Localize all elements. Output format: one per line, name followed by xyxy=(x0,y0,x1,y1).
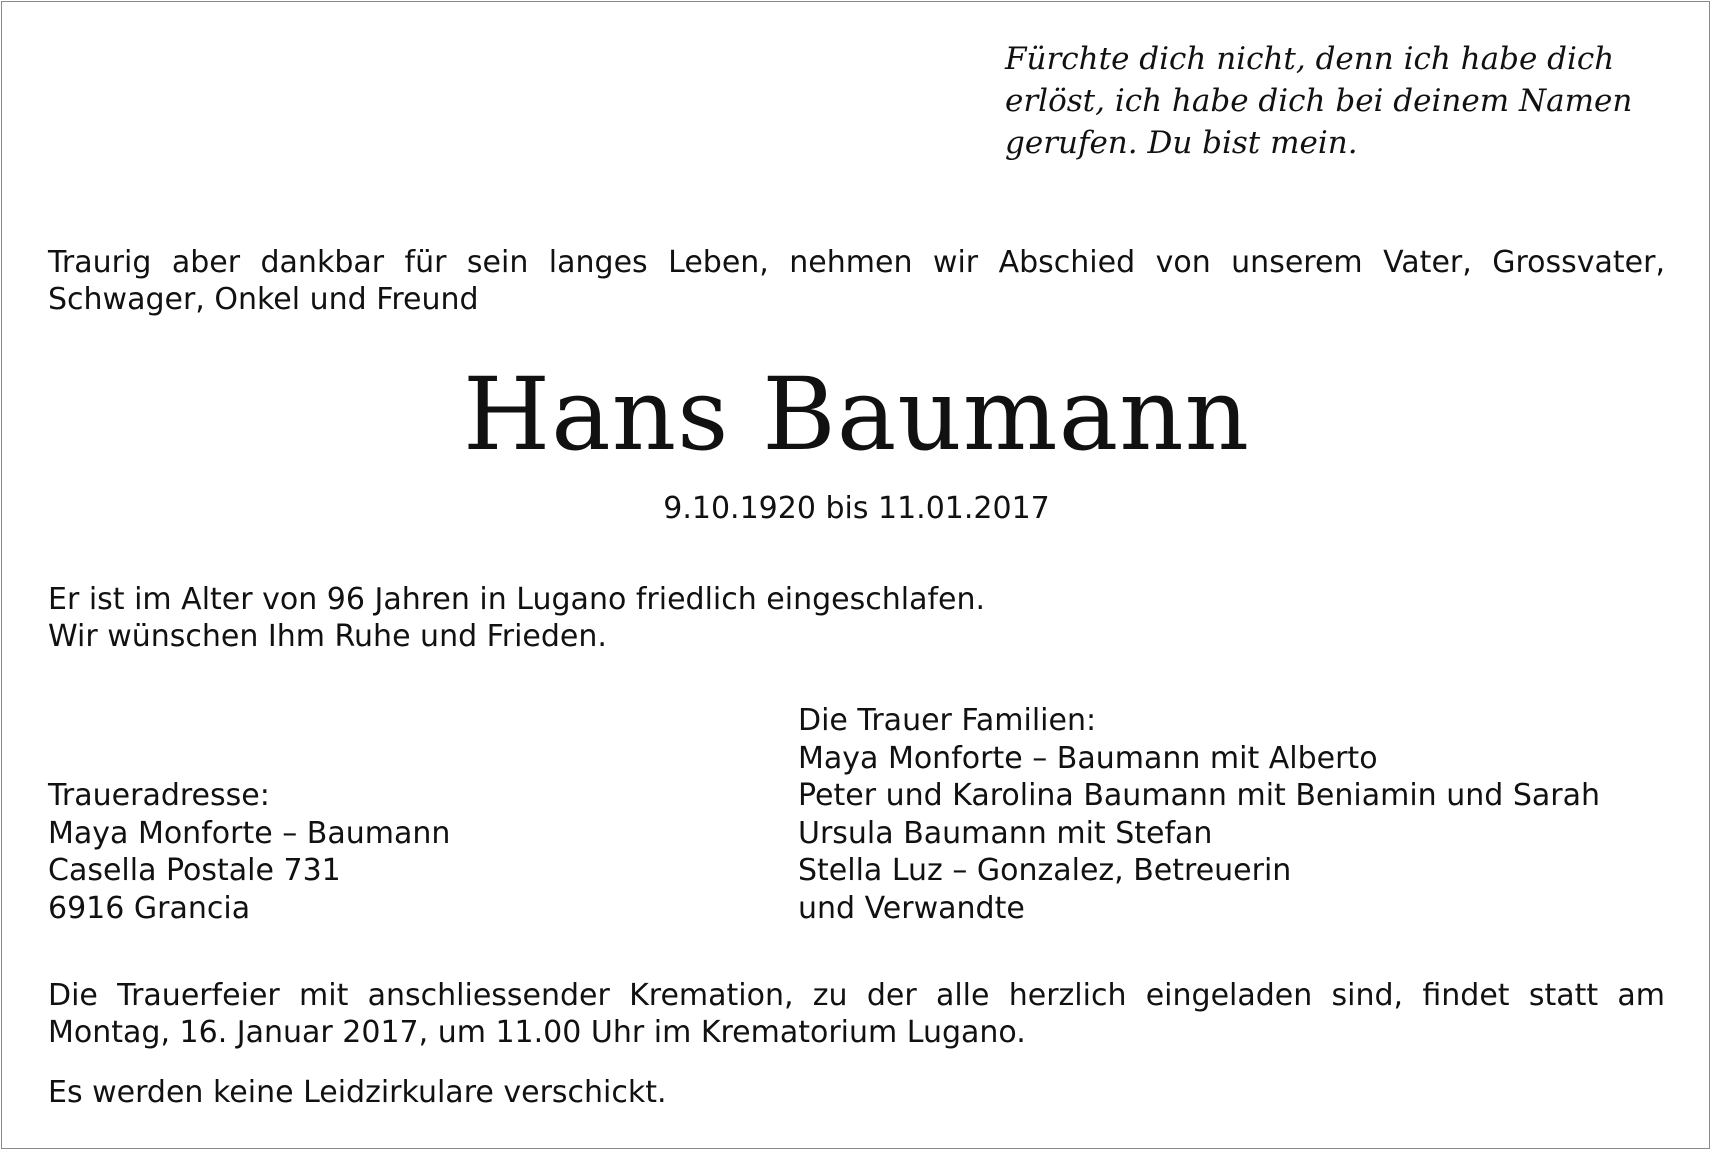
ceremony-line: Montag, 16. Januar 2017, um 11.00 Uhr im Krematorium Lugano. xyxy=(48,1015,1026,1050)
quote-line: Fürchte dich nicht, denn ich habe dich xyxy=(1005,41,1615,77)
no-circulars-note: Es werden keine Leidzirkulare verschickt. xyxy=(48,1075,667,1110)
passing-text xyxy=(48,581,985,655)
intro-text xyxy=(48,244,1665,318)
address-heading: Traueradresse: xyxy=(48,778,270,813)
family-member: Maya Monforte – Baumann mit Alberto xyxy=(798,740,1378,776)
address-line: Maya Monforte – Baumann xyxy=(48,815,451,851)
ceremony-line: Die Trauerfeier mit anschliessender Kremation, zu der alle herzlich eingeladen sind, findet statt am xyxy=(48,978,1665,1013)
address-line: 6916 Grancia xyxy=(48,890,251,926)
passing-line: Er ist im Alter von 96 Jahren in Lugano friedlich eingeschlafen. xyxy=(48,582,986,617)
address-line: Casella Postale 731 xyxy=(48,853,341,888)
ceremony-text xyxy=(48,977,1665,1051)
intro-line: Traurig aber dankbar für sein langes Leben, nehmen wir Abschied von unserem Vater, Grossvater, xyxy=(48,245,1665,280)
passing-line: Wir wünschen Ihm Ruhe und Frieden. xyxy=(48,619,607,654)
intro-line: Schwager, Onkel und Freund xyxy=(48,282,479,317)
life-dates: 9.10.1920 bis 11.01.2017 xyxy=(663,491,1050,526)
bible-quote xyxy=(1005,38,1645,164)
quote-line: erlöst, ich habe dich bei deinem Namen xyxy=(1005,83,1633,119)
mourning-families xyxy=(798,702,1600,927)
family-member: Ursula Baumann mit Stefan xyxy=(798,815,1213,851)
deceased-name: Hans Baumann xyxy=(462,356,1251,473)
family-member: und Verwandte xyxy=(798,890,1025,926)
family-member: Peter und Karolina Baumann mit Beniamin und Sarah xyxy=(798,778,1600,813)
quote-line: gerufen. Du bist mein. xyxy=(1005,125,1358,161)
families-heading: Die Trauer Familien: xyxy=(798,703,1097,738)
family-member: Stella Luz – Gonzalez, Betreuerin xyxy=(798,853,1292,888)
mourning-address xyxy=(48,777,450,927)
